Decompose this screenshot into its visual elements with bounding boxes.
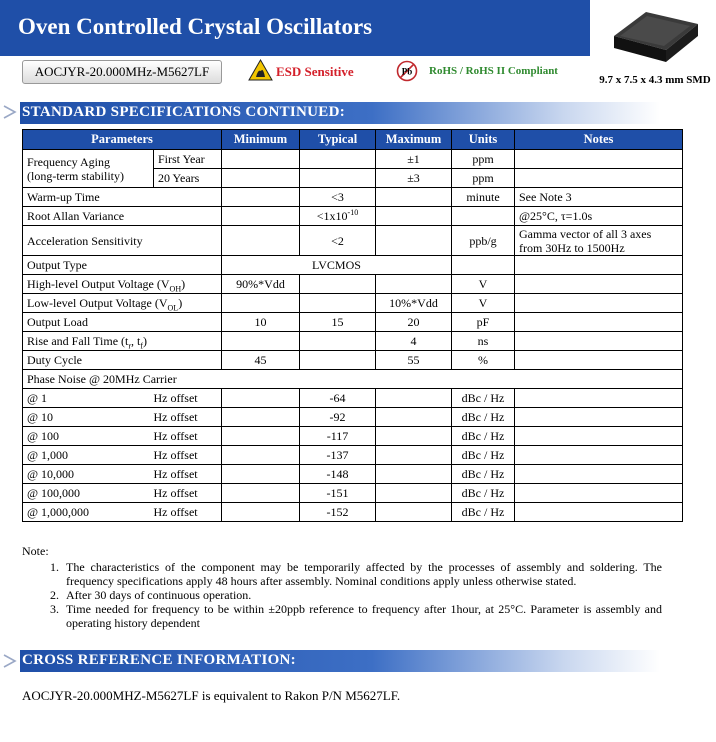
voh-sub: OH (169, 284, 182, 294)
table-row (23, 275, 683, 294)
cell-note (515, 351, 683, 370)
cell-param (23, 332, 222, 351)
cell-typ (300, 351, 376, 370)
cell-param: Output Load (23, 313, 222, 332)
voh-end: ) (181, 277, 186, 291)
cell-min: 45 (222, 351, 300, 370)
cell-min (222, 226, 300, 256)
cell-min (222, 169, 300, 188)
table-row (23, 150, 683, 169)
accel-note-line1: Gamma vector of all 3 axes (519, 226, 652, 241)
phase-noise-at: @ 10 (23, 408, 154, 427)
col-header-typical: Typical (300, 130, 376, 150)
cell-note (515, 503, 683, 522)
cell-note (515, 389, 683, 408)
esd-warning-icon (248, 59, 273, 81)
cell-typ: -152 (300, 503, 376, 522)
cell-param: Output Type (23, 256, 222, 275)
table-row (23, 408, 683, 427)
cell-max (376, 427, 452, 446)
rise-fall-end: ) (143, 334, 148, 348)
rise-fall-label: Rise and Fall Time (t (27, 334, 129, 348)
table-row (23, 370, 683, 389)
cell-unit: dBc / Hz (452, 408, 515, 427)
fall-sub: f (140, 341, 144, 351)
cell-param (23, 275, 222, 294)
cell-note (515, 226, 683, 256)
rise-sub: r (128, 341, 132, 351)
cell-max (376, 408, 452, 427)
cell-unit: minute (452, 188, 515, 207)
table-row (23, 446, 683, 465)
col-header-units: Units (452, 130, 515, 150)
cell-typ (300, 207, 376, 226)
cell-note (515, 294, 683, 313)
table-row (23, 332, 683, 351)
phase-noise-offset: Hz offset (154, 389, 222, 408)
phase-noise-at: @ 100,000 (23, 484, 154, 503)
col-header-notes: Notes (515, 130, 683, 150)
cell-unit: ppm (452, 150, 515, 169)
phase-noise-offset: Hz offset (154, 408, 222, 427)
cell-note (515, 256, 683, 275)
cross-reference-text: AOCJYR-20.000MHZ-M5627LF is equivalent to Rakon P/N M5627LF. (22, 688, 401, 703)
table-row (23, 226, 683, 256)
section-title-cross-ref: CROSS REFERENCE INFORMATION: (22, 652, 296, 668)
phase-noise-at: @ 1 (23, 389, 154, 408)
cell-min: 10 (222, 313, 300, 332)
cell-unit: ns (452, 332, 515, 351)
cell-max: 10%*Vdd (376, 294, 452, 313)
cell-max: 55 (376, 351, 452, 370)
table-row (23, 351, 683, 370)
section-arrow-icon (2, 105, 18, 119)
cell-typ (300, 150, 376, 169)
cell-param: Acceleration Sensitivity (23, 226, 222, 256)
aging-label (23, 150, 154, 188)
cell-max (376, 226, 452, 256)
cell-note (515, 150, 683, 169)
notes-list (22, 560, 662, 630)
cell-min (222, 408, 300, 427)
cell-min (222, 446, 300, 465)
cell-min (222, 465, 300, 484)
section-arrow-icon (2, 654, 18, 668)
cell-min (222, 503, 300, 522)
cell-unit: V (452, 294, 515, 313)
phase-noise-offset: Hz offset (154, 427, 222, 446)
aging-label-line2: (long-term stability) (27, 168, 124, 183)
cell-typ (300, 169, 376, 188)
vol-label: Low-level Output Voltage (V (27, 296, 168, 310)
col-header-minimum: Minimum (222, 130, 300, 150)
cell-note (515, 465, 683, 484)
table-row (23, 207, 683, 226)
cell-typ (300, 294, 376, 313)
page-title: Oven Controlled Crystal Oscillators (18, 14, 373, 39)
cell-max (376, 484, 452, 503)
cell-typ (300, 275, 376, 294)
cell-unit: dBc / Hz (452, 446, 515, 465)
cell-note: @25°C, τ=1.0s (515, 207, 683, 226)
aging-period: 20 Years (154, 169, 222, 188)
table-row (23, 313, 683, 332)
cell-output-type: LVCMOS (222, 256, 452, 275)
accel-note-line2: from 30Hz to 1500Hz (519, 240, 625, 255)
cell-max: ±3 (376, 169, 452, 188)
package-size-label: 9.7 x 7.5 x 4.3 mm SMD (599, 74, 711, 86)
voh-label: High-level Output Voltage (V (27, 277, 170, 291)
cell-max: ±1 (376, 150, 452, 169)
cell-typ: -151 (300, 484, 376, 503)
cell-unit: dBc / Hz (452, 465, 515, 484)
cell-unit: ppb/g (452, 226, 515, 256)
cell-typ (300, 332, 376, 351)
notes-block (22, 544, 662, 630)
cell-min (222, 150, 300, 169)
phase-noise-at: @ 1,000,000 (23, 503, 154, 522)
part-number-box: AOCJYR-20.000MHz-M5627LF (22, 60, 222, 84)
cell-min (222, 294, 300, 313)
cell-note: See Note 3 (515, 188, 683, 207)
cell-max (376, 446, 452, 465)
cell-note (515, 484, 683, 503)
cell-typ: <2 (300, 226, 376, 256)
col-header-maximum: Maximum (376, 130, 452, 150)
aging-label-line1: Frequency Aging (27, 154, 110, 169)
table-row (23, 484, 683, 503)
allan-typ-base: <1x10 (316, 209, 348, 223)
cell-note (515, 427, 683, 446)
phase-noise-offset: Hz offset (154, 446, 222, 465)
cell-param: Duty Cycle (23, 351, 222, 370)
phase-noise-at: @ 10,000 (23, 465, 154, 484)
cell-note (515, 408, 683, 427)
cell-typ: -64 (300, 389, 376, 408)
note-item: 3. Time needed for frequency to be within ±20ppb reference to frequency after 1hour, at 25°C. Parameter is assembly and operating history dependent (62, 602, 662, 630)
allan-typ-exp: -10 (347, 208, 359, 217)
note-item: 2. After 30 days of continuous operation. (62, 588, 662, 602)
phase-noise-title: Phase Noise @ 20MHz Carrier (23, 370, 683, 389)
phase-noise-offset: Hz offset (154, 503, 222, 522)
lead-free-icon (396, 60, 418, 82)
cell-typ: 15 (300, 313, 376, 332)
cell-min (222, 188, 300, 207)
vol-end: ) (178, 296, 183, 310)
table-row (23, 503, 683, 522)
table-row (23, 389, 683, 408)
cell-unit: dBc / Hz (452, 503, 515, 522)
table-row (23, 465, 683, 484)
cell-min: 90%*Vdd (222, 275, 300, 294)
phase-noise-offset: Hz offset (154, 465, 222, 484)
cell-note (515, 332, 683, 351)
cell-max (376, 503, 452, 522)
table-row (23, 188, 683, 207)
cell-unit: dBc / Hz (452, 389, 515, 408)
cell-typ: -92 (300, 408, 376, 427)
table-row (23, 427, 683, 446)
cell-note (515, 275, 683, 294)
cell-param: Warm-up Time (23, 188, 222, 207)
cell-min (222, 207, 300, 226)
cell-max (376, 275, 452, 294)
table-header-row (23, 130, 683, 150)
aging-period: First Year (154, 150, 222, 169)
cell-param: Root Allan Variance (23, 207, 222, 226)
cell-max (376, 188, 452, 207)
cell-note (515, 446, 683, 465)
table-row (23, 294, 683, 313)
cell-unit: V (452, 275, 515, 294)
vol-sub: OL (167, 303, 179, 313)
cell-unit: ppm (452, 169, 515, 188)
cell-typ: -137 (300, 446, 376, 465)
col-header-parameters: Parameters (23, 130, 222, 150)
oscillator-package-image (606, 6, 704, 66)
section-title-specs: STANDARD SPECIFICATIONS CONTINUED: (22, 104, 346, 120)
note-item: 1. The characteristics of the component may be temporarily affected by the processes of assembly and soldering. The frequency specifications apply 48 hours after assembly. Nominal conditions apply unless otherwise stated. (62, 560, 662, 588)
esd-label: ESD Sensitive (276, 64, 354, 79)
spec-table (22, 129, 683, 522)
rohs-label: RoHS / RoHS II Compliant (429, 65, 558, 77)
cell-min (222, 389, 300, 408)
cell-unit (452, 256, 515, 275)
cell-unit: dBc / Hz (452, 427, 515, 446)
phase-noise-offset: Hz offset (154, 484, 222, 503)
cell-note (515, 313, 683, 332)
cell-min (222, 484, 300, 503)
notes-title: Note: (22, 544, 49, 558)
cell-max (376, 207, 452, 226)
phase-noise-at: @ 100 (23, 427, 154, 446)
phase-noise-at: @ 1,000 (23, 446, 154, 465)
cell-max: 20 (376, 313, 452, 332)
cell-unit: % (452, 351, 515, 370)
cell-max: 4 (376, 332, 452, 351)
cell-typ: <3 (300, 188, 376, 207)
cell-unit (452, 207, 515, 226)
cell-typ: -117 (300, 427, 376, 446)
cell-typ: -148 (300, 465, 376, 484)
table-row (23, 256, 683, 275)
cell-min (222, 332, 300, 351)
cell-param (23, 294, 222, 313)
cell-unit: dBc / Hz (452, 484, 515, 503)
rise-fall-mid: , t (131, 334, 141, 348)
svg-text:Pb: Pb (401, 66, 413, 77)
cell-max (376, 465, 452, 484)
cell-min (222, 427, 300, 446)
cell-unit: pF (452, 313, 515, 332)
cell-note (515, 169, 683, 188)
cell-max (376, 389, 452, 408)
